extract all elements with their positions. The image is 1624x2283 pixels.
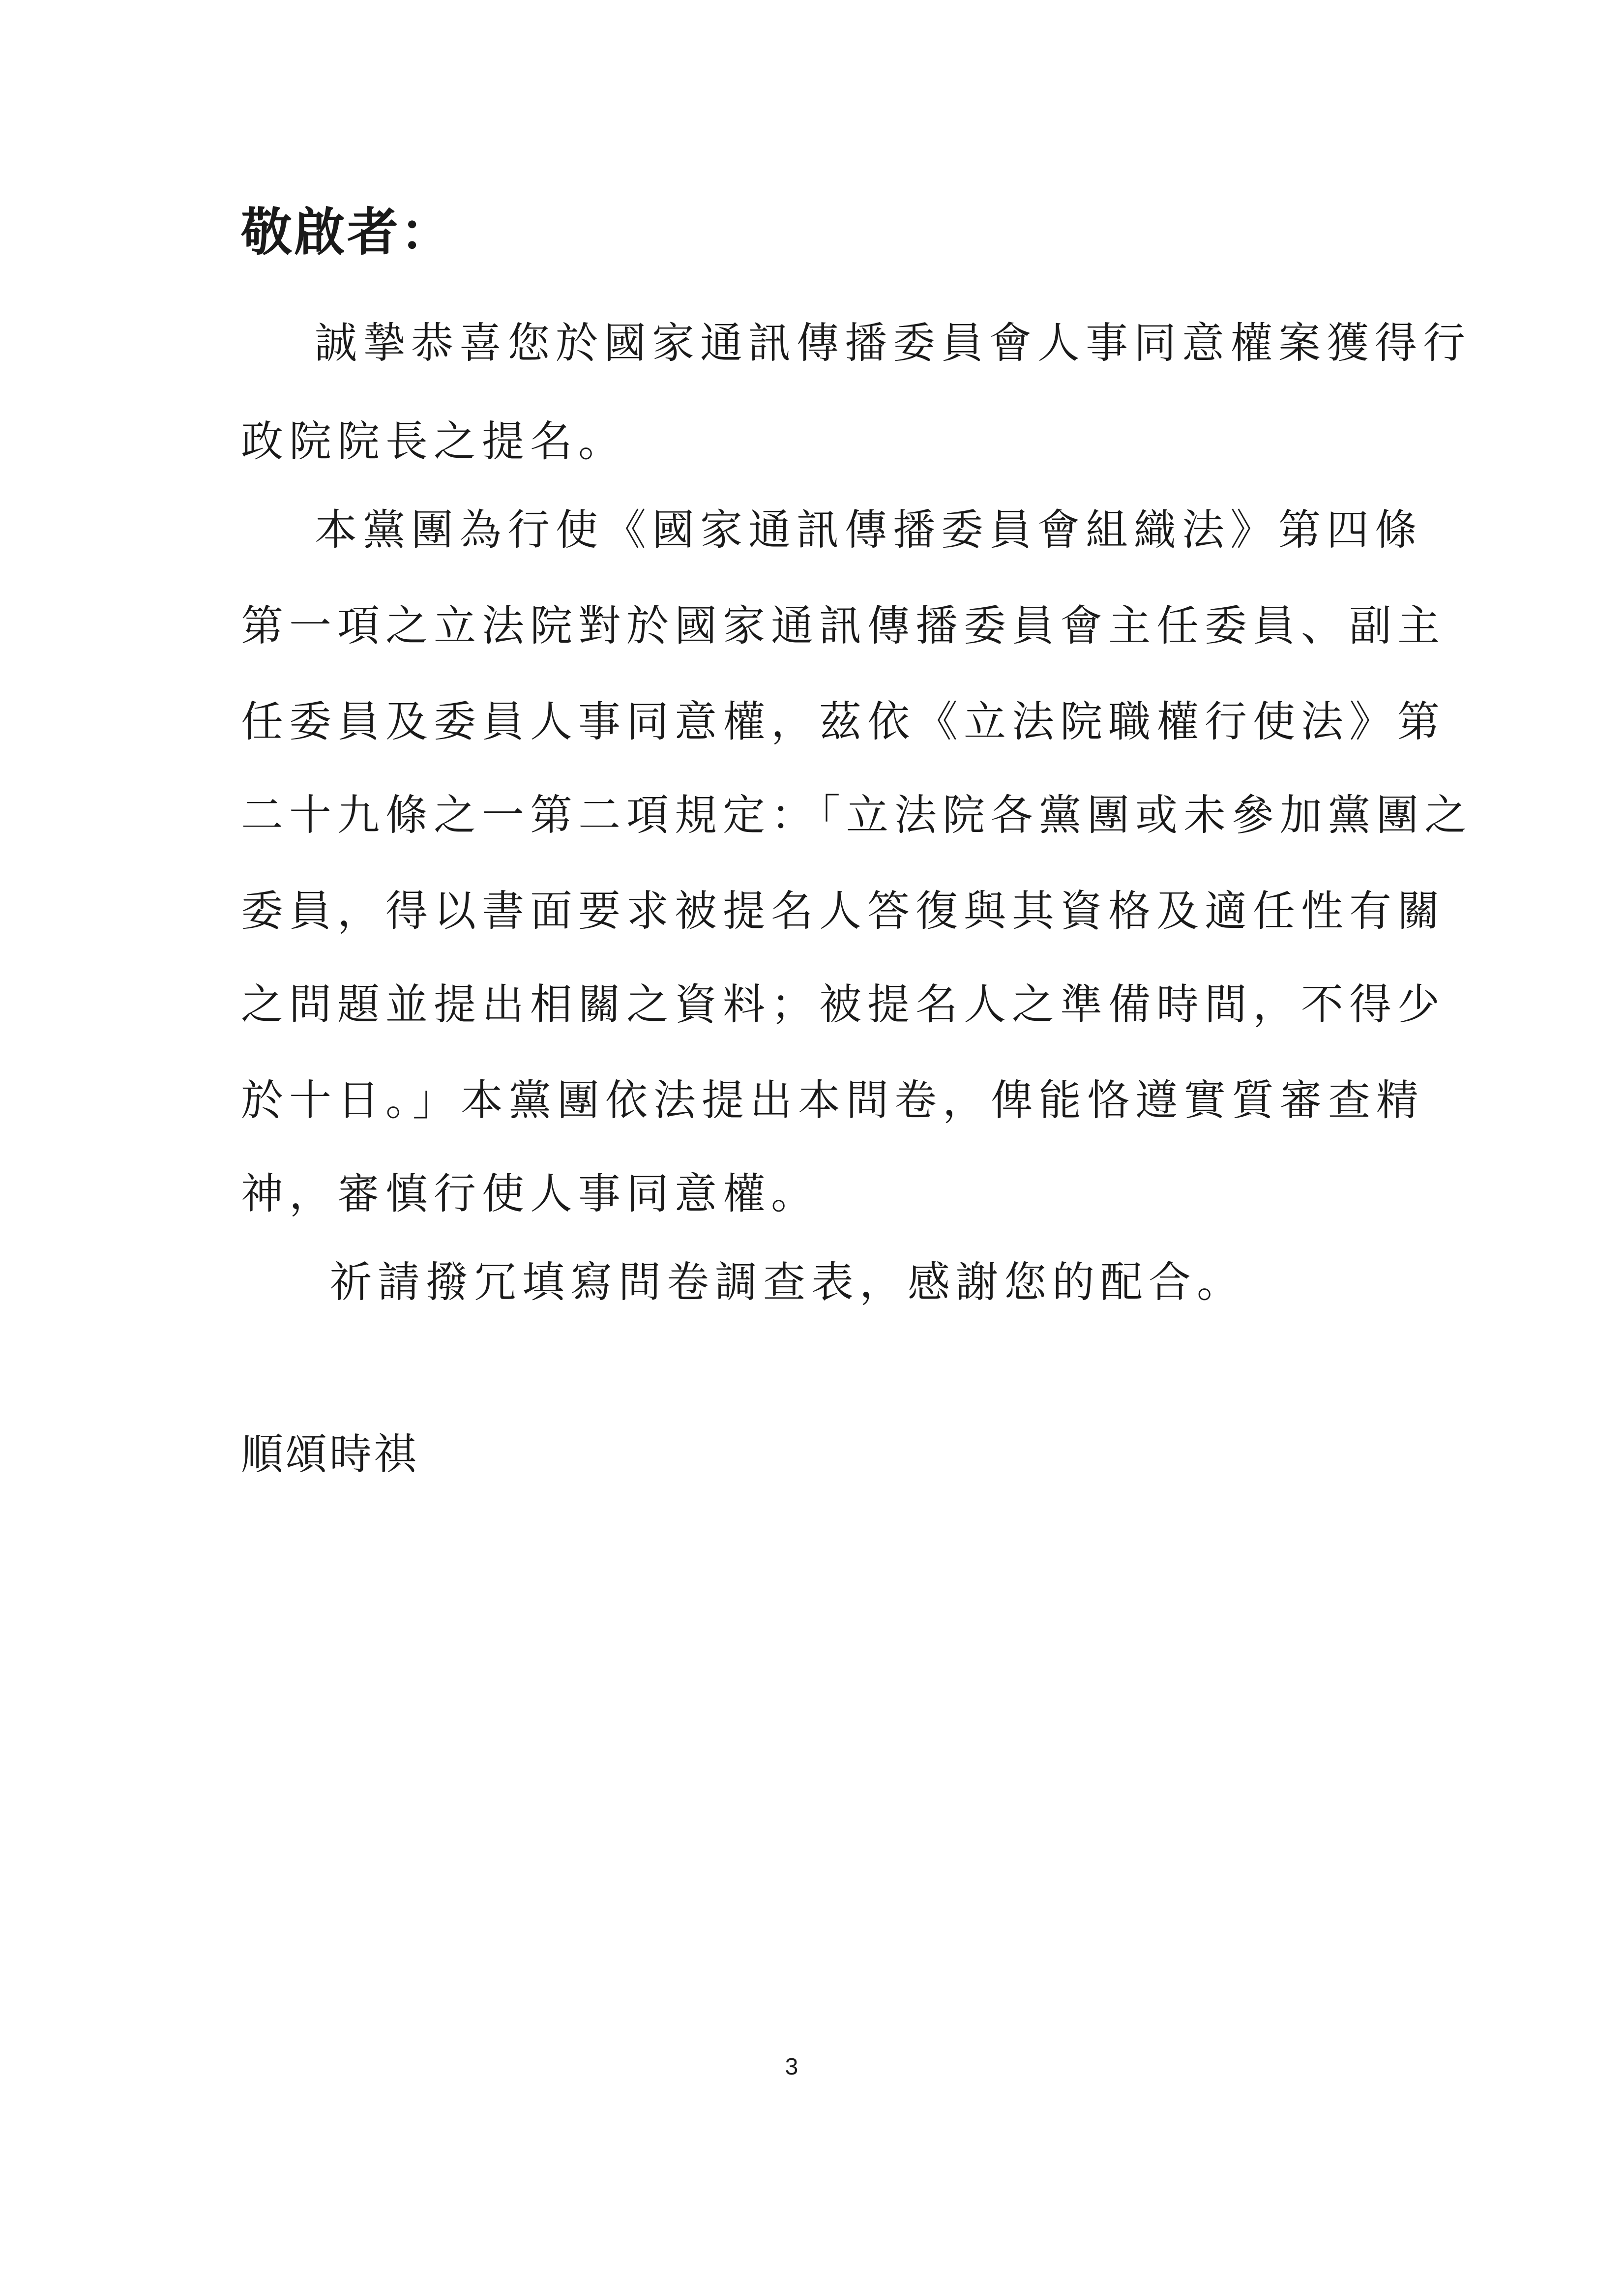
paragraph-2-line-2: 第一項之立法院對於國家通訊傳播委員會主任委員、副主 xyxy=(241,601,1446,651)
paragraph-3-line-1: 祈請撥冗填寫問卷調查表，感謝您的配合。 xyxy=(329,1258,1245,1307)
paragraph-2-line-3: 任委員及委員人事同意權，茲依《立法院職權行使法》第 xyxy=(241,697,1446,746)
paragraph-1-line-1: 誠摯恭喜您於國家通訊傳播委員會人事同意權案獲得行 xyxy=(315,319,1471,368)
paragraph-2-line-8: 神，審慎行使人事同意權。 xyxy=(241,1169,819,1218)
page-number: 3 xyxy=(785,2054,798,2080)
paragraph-2-line-4: 二十九條之一第二項規定：「立法院各黨團或未參加黨團之 xyxy=(241,791,1473,840)
paragraph-2-line-6: 之問題並提出相關之資料；被提名人之準備時間，不得少 xyxy=(241,980,1446,1029)
paragraph-2-line-7: 於十日。」本黨團依法提出本問卷，俾能恪遵實質審查精 xyxy=(241,1076,1424,1125)
paragraph-2-line-5: 委員，得以書面要求被提名人答復與其資格及適任性有關 xyxy=(241,887,1446,936)
closing-greeting: 順頌時祺 xyxy=(241,1430,418,1479)
salutation: 敬啟者： xyxy=(241,202,454,262)
paragraph-1-line-2: 政院院長之提名。 xyxy=(241,417,626,466)
paragraph-2-line-1: 本黨團為行使《國家通訊傳播委員會組織法》第四條 xyxy=(315,505,1423,555)
